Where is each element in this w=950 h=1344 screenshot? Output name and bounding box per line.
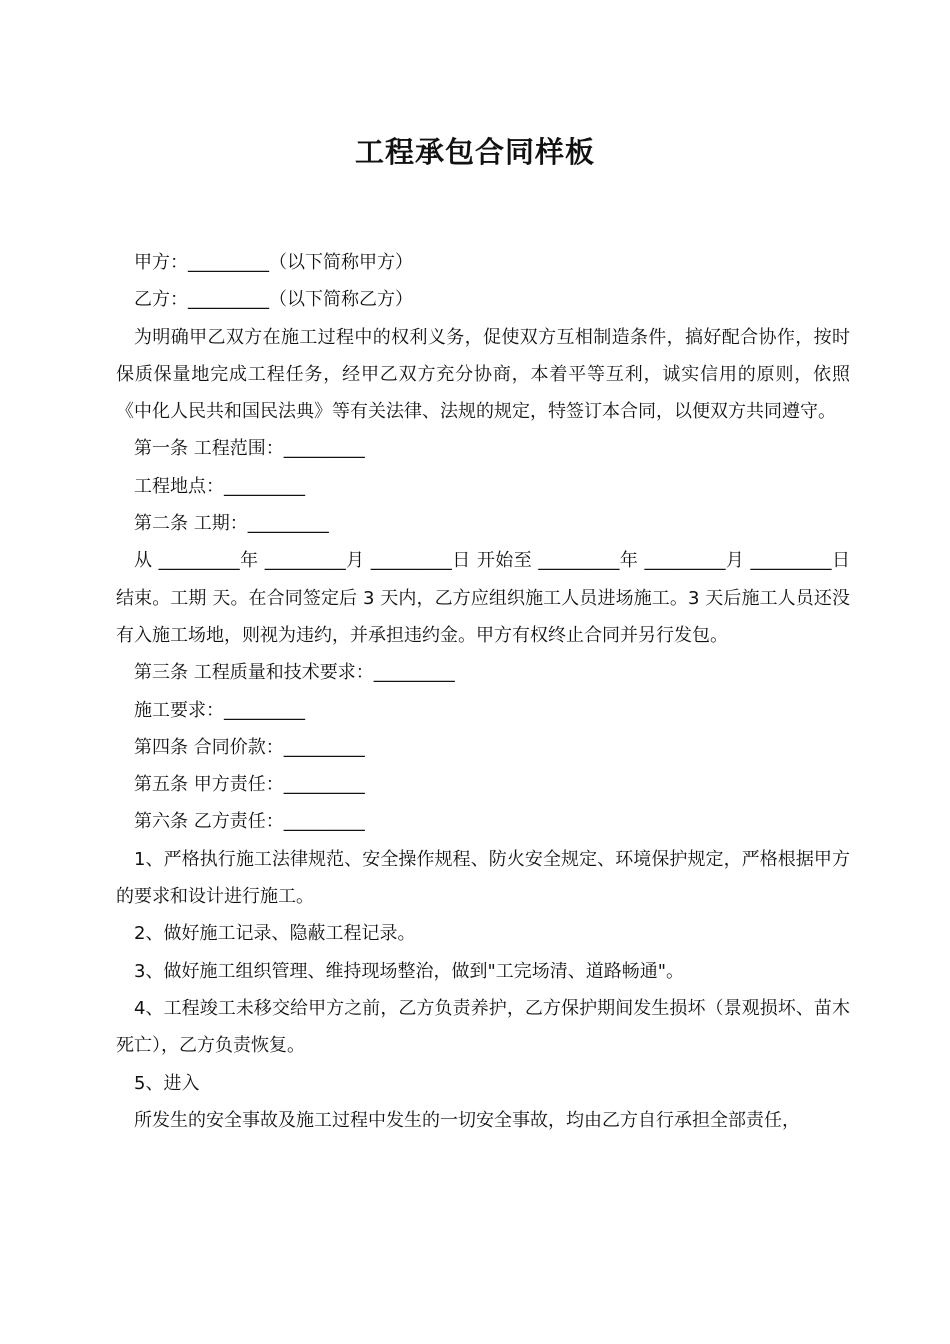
duty-item-5: 5、进入 [134, 1072, 200, 1094]
article-1-scope: 第一条 工程范围：_________ [134, 438, 365, 460]
article-6-party-b-duties: 第六条 乙方责任：_________ [134, 811, 365, 833]
duration-details-paragraph: 从 _________年 _________月 _________日 开始至 _________年 _________月 _________日结束。工期 天。在合同签定后 3 天内，乙方应组织施工人员进场施工。3 天后施工人员还没有入施工场地，则视为违约，并承担违约金。甲方有权终止合同并另行发包。 [116, 550, 850, 646]
party-b-line: 乙方：_________（以下简称乙方） [134, 289, 413, 311]
document-title: 工程承包合同样板 [354, 135, 595, 169]
duty-item-2: 2、做好施工记录、隐蔽工程记录。 [134, 923, 416, 945]
party-a-line: 甲方：_________（以下简称甲方） [134, 252, 413, 273]
safety-liability-paragraph: 所发生的安全事故及施工过程中发生的一切安全事故，均由乙方自行承担全部责任， [134, 1109, 800, 1131]
project-location: 工程地点：_________ [134, 475, 305, 497]
duty-item-3: 3、做好施工组织管理、维持现场整治，做到"工完场清、道路畅通"。 [134, 960, 685, 982]
article-2-duration: 第二条 工期：_________ [134, 513, 329, 535]
construction-requirements: 施工要求：_________ [134, 699, 305, 721]
duty-item-1: 1、严格执行施工法律规范、安全操作规程、防火安全规定、环境保护规定，严格根据甲方的要求和设计进行施工。 [116, 848, 850, 908]
preamble-paragraph: 为明确甲乙双方在施工过程中的权利义务，促使双方互相制造条件，搞好配合协作，按时保质保量地完成工程任务，经甲乙双方充分协商，本着平等互利，诚实信用的原则，依照《中化人民共和国民法典》等有关法律、法规的规定，特签订本合同，以便双方共同遵守。 [116, 326, 850, 423]
article-4-price: 第四条 合同价款：_________ [134, 736, 365, 758]
duty-item-4: 4、工程竣工未移交给甲方之前，乙方负责养护，乙方保护期间发生损坏（景观损坏、苗木死亡），乙方负责恢复。 [116, 997, 850, 1057]
article-3-quality: 第三条 工程质量和技术要求：_________ [134, 662, 455, 684]
contract-body [116, 244, 850, 1139]
article-5-party-a-duties: 第五条 甲方责任：_________ [134, 774, 365, 796]
